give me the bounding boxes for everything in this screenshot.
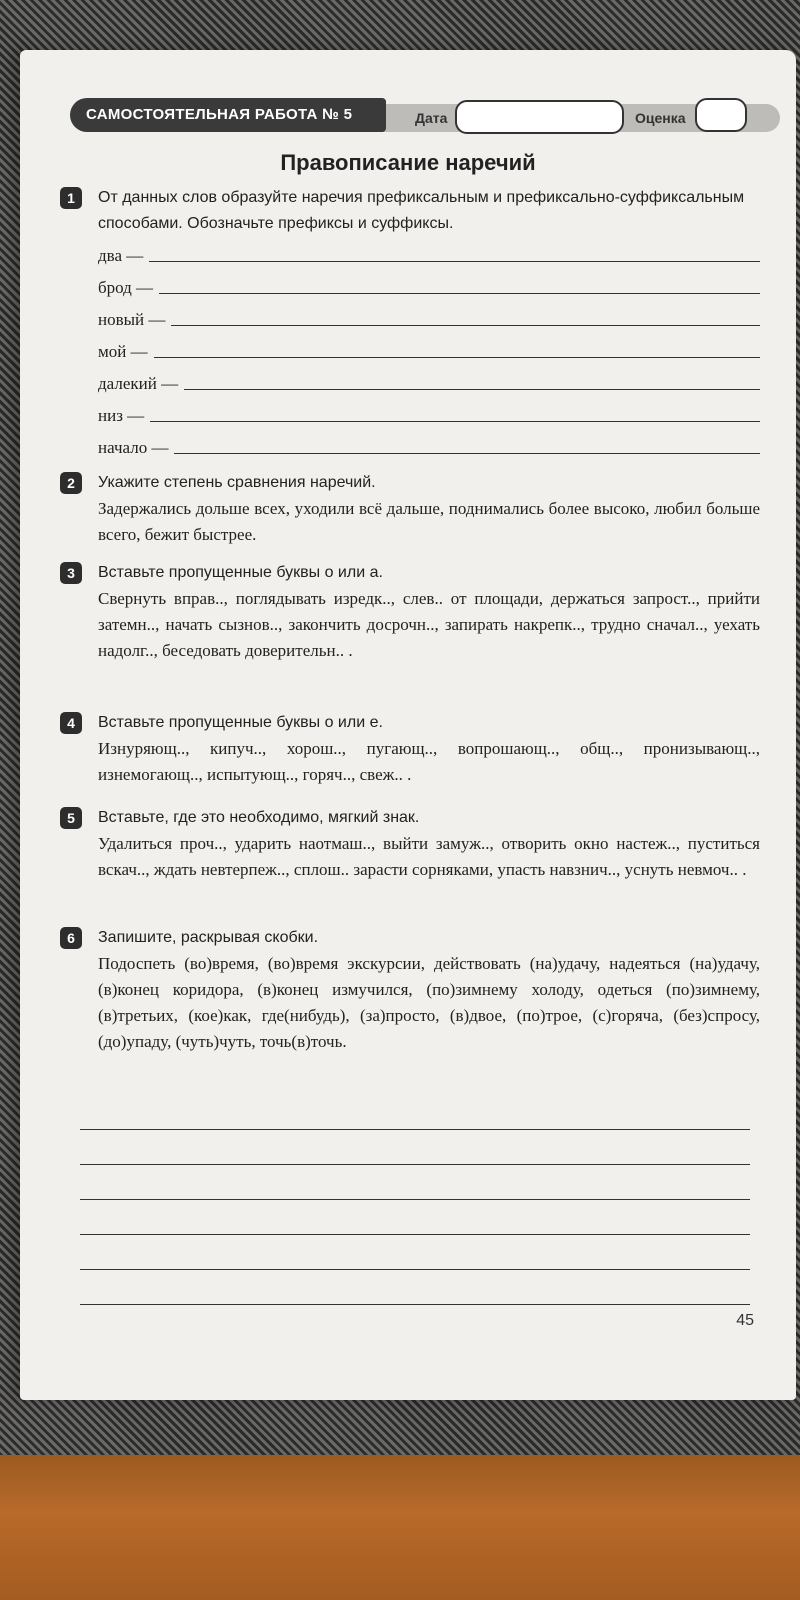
- page-title: Правописание наречий: [280, 150, 536, 175]
- answer-line[interactable]: [98, 301, 760, 333]
- answer-line[interactable]: [80, 1270, 750, 1305]
- answer-line[interactable]: [80, 1095, 750, 1130]
- task-6: [60, 925, 760, 1055]
- word-label: далекий —: [98, 374, 179, 393]
- grade-field[interactable]: [695, 98, 747, 132]
- word-label: мой —: [98, 342, 148, 361]
- task-2: [60, 470, 760, 548]
- answer-line[interactable]: [98, 429, 760, 461]
- answer-line[interactable]: [98, 365, 760, 397]
- grade-label: Оценка: [635, 110, 686, 126]
- answer-line[interactable]: [80, 1235, 750, 1270]
- answer-line[interactable]: [80, 1200, 750, 1235]
- answer-line[interactable]: [98, 269, 760, 301]
- task-4: [60, 710, 760, 788]
- task-instruction: Вставьте пропущенные буквы о или а.: [98, 564, 383, 581]
- background-table: [0, 1455, 800, 1600]
- task-number: 1: [60, 187, 82, 209]
- task-text: Задержались дольше всех, уходили всё дальше, поднимались более высоко, любил больше всего, бежит быстрее.: [98, 499, 760, 544]
- word-label: низ —: [98, 406, 145, 425]
- task-number: 2: [60, 472, 82, 494]
- word-label: начало —: [98, 438, 169, 457]
- word-label: новый —: [98, 310, 166, 329]
- task-text: Удалиться проч.., ударить наотмаш.., выйти замуж.., отворить окно настеж.., пуститься вскач.., ждать невтерпеж.., сплош.. зарасти сорняками, упасть навзнич.., уснуть невмоч.. .: [98, 834, 760, 879]
- task-number: 4: [60, 712, 82, 734]
- task-number: 5: [60, 807, 82, 829]
- workbook-page: [20, 50, 796, 1400]
- task-5: [60, 805, 760, 883]
- task-number: 6: [60, 927, 82, 949]
- answer-line[interactable]: [98, 237, 760, 269]
- answer-line[interactable]: [80, 1130, 750, 1165]
- task-text: Свернуть вправ.., поглядывать изредк.., слев.. от площади, держаться запрост.., прийти затемн.., начать сызнов.., закончить досрочн.., запирать накрепк.., трудно сначал.., уехать надолг.., беседовать доверительн.. .: [98, 589, 760, 660]
- answer-area[interactable]: [80, 1095, 750, 1305]
- task-3: [60, 560, 760, 664]
- date-label: Дата: [415, 110, 448, 126]
- task-instruction: От данных слов образуйте наречия префиксальным и префиксально-суффиксальным способами. Обозначьте префиксы и суффиксы.: [98, 189, 745, 232]
- task-instruction: Укажите степень сравнения наречий.: [98, 474, 376, 491]
- answer-line[interactable]: [98, 333, 760, 365]
- word-label: брод —: [98, 278, 154, 297]
- task-instruction: Вставьте, где это необходимо, мягкий знак.: [98, 809, 420, 826]
- task-instruction: Запишите, раскрывая скобки.: [98, 929, 319, 946]
- task-text: Подоспеть (во)время, (во)время экскурсии, действовать (на)удачу, надеяться (на)удачу, (в)конец коридора, (в)конец измучился, (по)зимнему холоду, одеться (по)зимнему, (в)третьих, (кое)как, где(нибудь), (за)просто, (в)двое, (по)трое, (с)горяча, (без)спросу, (до)упаду, (чуть)чуть, точь(в)точь.: [98, 954, 760, 1051]
- task-1: [60, 185, 760, 461]
- task-number: 3: [60, 562, 82, 584]
- answer-line[interactable]: [98, 397, 760, 429]
- word-label: два —: [98, 246, 144, 265]
- work-title-badge: САМОСТОЯТЕЛЬНАЯ РАБОТА № 5: [70, 98, 386, 132]
- header-bar: [70, 98, 780, 134]
- task-instruction: Вставьте пропущенные буквы о или е.: [98, 714, 383, 731]
- page-number: 45: [736, 1312, 754, 1329]
- task-text: Изнуряющ.., кипуч.., хорош.., пугающ.., вопрошающ.., общ.., пронизывающ.., изнемогающ.., испытующ.., горяч.., свеж.. .: [98, 739, 760, 784]
- answer-line[interactable]: [80, 1165, 750, 1200]
- date-field[interactable]: [455, 100, 624, 134]
